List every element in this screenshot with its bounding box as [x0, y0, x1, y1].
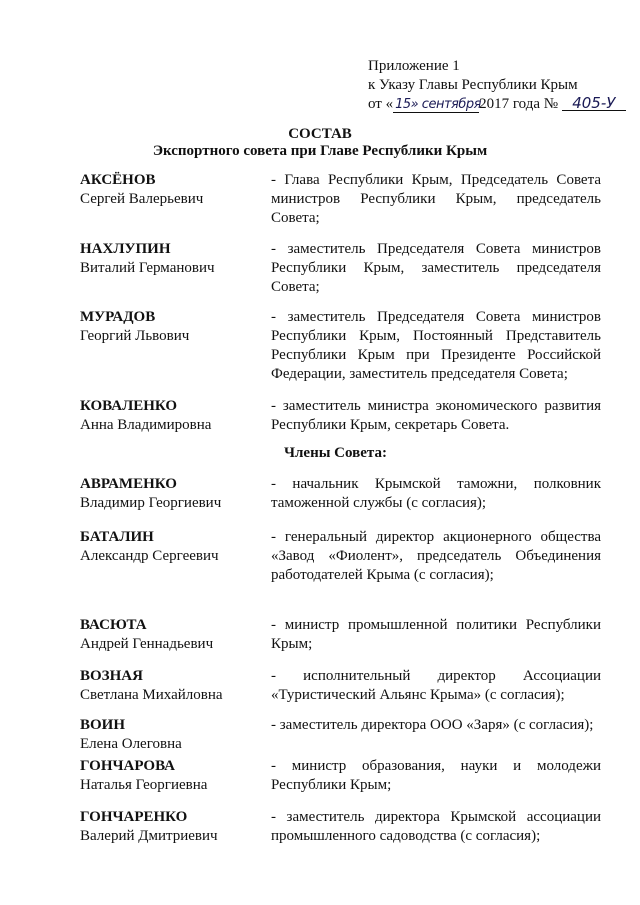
member-role: - министр образования, науки и молодежи Республики Крым; — [271, 758, 601, 793]
appendix-header — [368, 57, 626, 114]
member-surname: КОВАЛЕНКО — [80, 398, 178, 414]
member-role: - Глава Республики Крым, Председатель Совета министров Республики Крым, председатель Совета; — [271, 172, 601, 226]
member-role: - заместитель Председателя Совета министров Республики Крым, Постоянный Представитель Республики Крым при Президенте Российской Федерации, заместитель председателя Совета; — [271, 309, 601, 382]
decree-date-line — [368, 95, 626, 114]
year-text: 2017 года № — [479, 96, 559, 112]
member-surname: БАТАЛИН — [80, 529, 154, 545]
decree-reference: к Указу Главы Республики Крым — [368, 77, 578, 93]
member-role: - заместитель Председателя Совета министров Республики Крым, заместитель председателя Совета; — [271, 241, 601, 295]
member-given-name: Валерий Дмитриевич — [80, 828, 218, 844]
member-surname: ВОИН — [80, 717, 126, 733]
member-role: - исполнительный директор Ассоциации «Туристический Альянс Крыма» (с согласия); — [271, 668, 601, 703]
member-given-name: Светлана Михайловна — [80, 687, 223, 703]
member-given-name: Виталий Германович — [80, 260, 215, 276]
members-heading: Члены Совета: — [284, 445, 387, 461]
member-surname: ГОНЧАРОВА — [80, 758, 175, 774]
member-surname: ВОЗНАЯ — [80, 668, 143, 684]
member-given-name: Александр Сергеевич — [80, 548, 219, 564]
handwritten-date: 15» сентября — [395, 97, 481, 112]
member-surname: АВРАМЕНКО — [80, 476, 177, 492]
member-role: - заместитель директора ООО «Заря» (с согласия); — [271, 717, 594, 733]
member-given-name: Анна Владимировна — [80, 417, 212, 433]
member-given-name: Андрей Геннадьевич — [80, 636, 214, 652]
member-name — [80, 528, 265, 566]
member-role: - генеральный директор акционерного общества «Завод «Фиолент», председатель Объединения работодателей Крыма (с согласия); — [271, 529, 601, 583]
member-surname: МУРАДОВ — [80, 309, 156, 325]
member-surname: АКСЁНОВ — [80, 172, 156, 188]
member-name — [80, 808, 265, 846]
member-role: - министр промышленной политики Республики Крым; — [271, 617, 601, 652]
member-surname: НАХЛУПИН — [80, 241, 171, 257]
member-surname: ГОНЧАРЕНКО — [80, 809, 188, 825]
member-role: - заместитель директора Крымской ассоциации промышленного садоводства (с согласия); — [271, 809, 601, 844]
member-name — [80, 616, 265, 654]
member-given-name: Наталья Георгиевна — [80, 777, 208, 793]
member-given-name: Георгий Львович — [80, 328, 190, 344]
member-name — [80, 757, 265, 795]
appendix-label: Приложение 1 — [368, 58, 460, 74]
member-name — [80, 397, 265, 435]
member-surname: ВАСЮТА — [80, 617, 147, 633]
member-given-name: Сергей Валерьевич — [80, 191, 204, 207]
member-name — [80, 716, 265, 754]
document-title: СОСТАВ — [288, 126, 352, 142]
member-given-name: Владимир Георгиевич — [80, 495, 222, 511]
member-name — [80, 667, 265, 705]
handwritten-decree-number: 405-У — [562, 96, 626, 111]
member-name — [80, 475, 265, 513]
member-role: - заместитель министра экономического развития Республики Крым, секретарь Совета. — [271, 398, 601, 433]
member-role: - начальник Крымской таможни, полковник таможенной службы (с согласия); — [271, 476, 601, 511]
member-name — [80, 308, 265, 346]
member-name — [80, 171, 265, 209]
member-given-name: Елена Олеговна — [80, 736, 182, 752]
document-subtitle: Экспортного совета при Главе Республики Крым — [152, 143, 488, 159]
member-name — [80, 240, 265, 278]
date-prefix: от « — [368, 96, 394, 112]
